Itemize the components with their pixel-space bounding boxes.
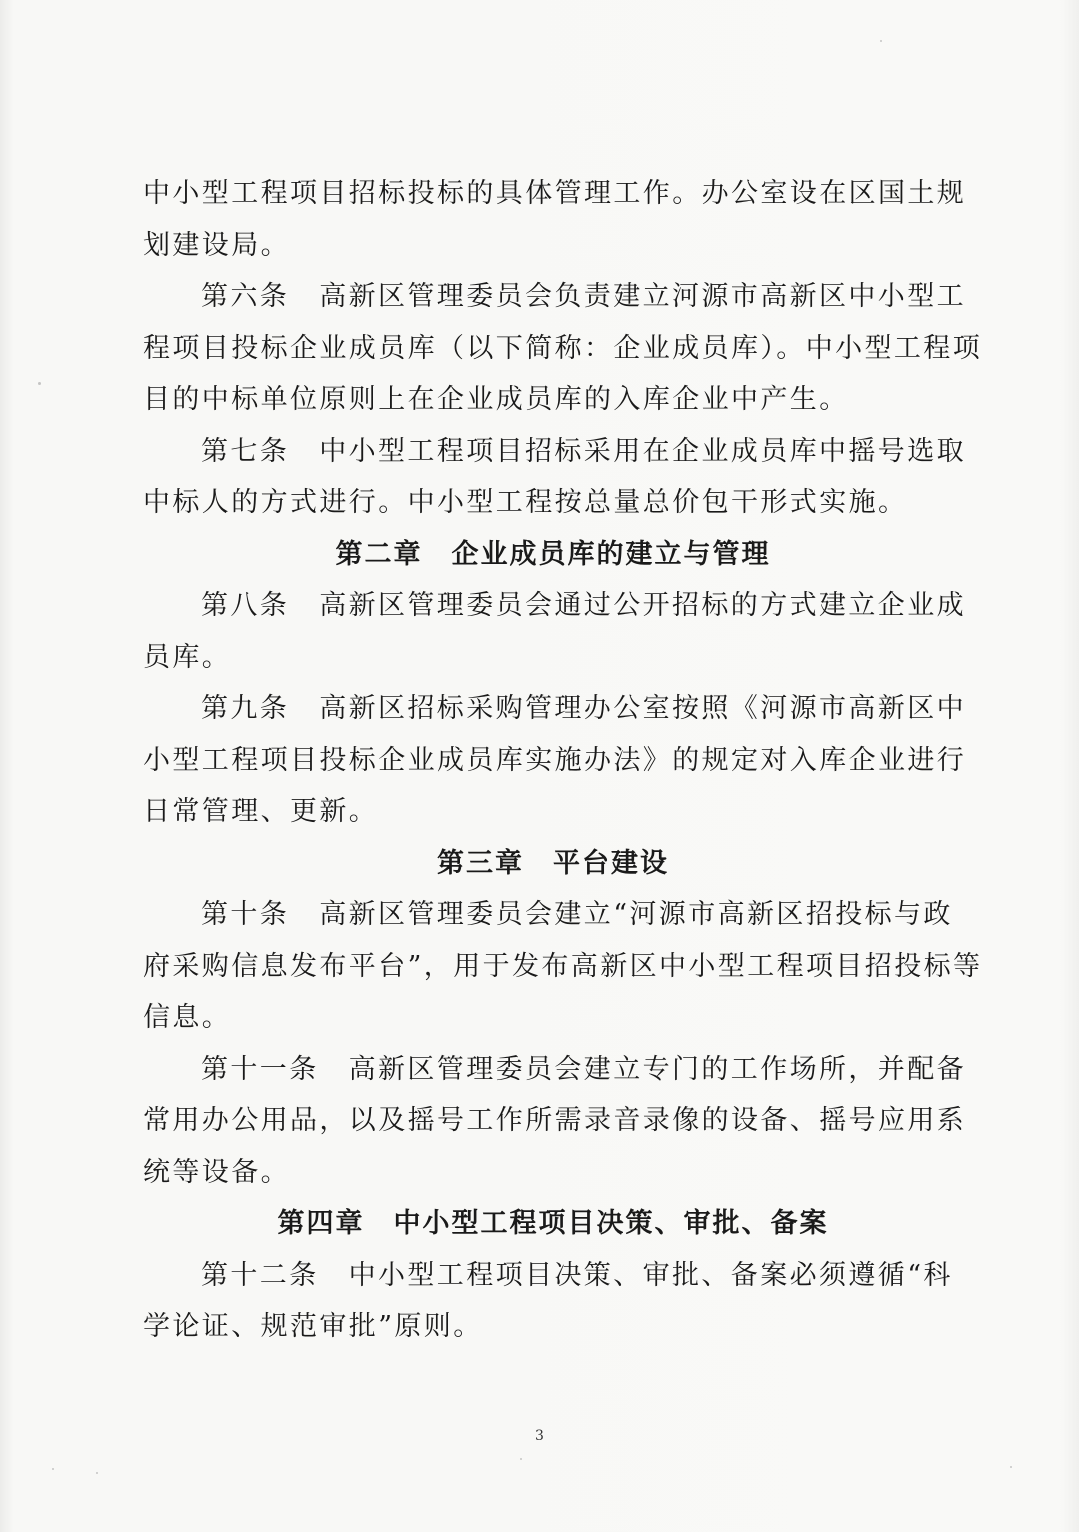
- paragraph-line: 程项目投标企业成员库（以下简称：企业成员库）。中小型工程项: [143, 332, 983, 364]
- scan-speck: [880, 40, 882, 42]
- article-text: 高新区管理委员会通过公开招标的方式建立企业成: [319, 590, 967, 621]
- article-8-first-line: [143, 580, 967, 632]
- article-6-first-line: [143, 271, 967, 323]
- paragraph-line: 员库。: [143, 641, 232, 673]
- article-text: 高新区管理委员会建立“河源市高新区招投标与政: [319, 899, 953, 930]
- article-11-first-line: [143, 1044, 967, 1096]
- page-number: 3: [535, 1428, 544, 1444]
- article-9-first-line: [143, 683, 967, 735]
- paragraph-line: 小型工程项目投标企业成员库实施办法》的规定对入库企业进行: [143, 744, 967, 776]
- article-label: 第六条: [201, 281, 290, 312]
- article-label: 第十条: [201, 899, 290, 930]
- scan-speck: [52, 1468, 54, 1470]
- article-label: 第八条: [201, 590, 290, 621]
- scan-speck: [1010, 1466, 1012, 1468]
- paragraph-line: 划建设局。: [143, 229, 290, 261]
- article-text: 高新区管理委员会建立专门的工作场所，并配备: [348, 1053, 967, 1085]
- article-7-first-line: [143, 426, 967, 478]
- paragraph-line: 日常管理、更新。: [143, 796, 379, 827]
- article-text: 高新区招标采购管理办公室按照《河源市高新区中: [319, 693, 967, 724]
- paragraph-line: 信息。: [143, 1002, 232, 1033]
- chapter-2-heading: 第二章 企业成员库的建立与管理: [335, 538, 771, 570]
- paragraph-line: 统等设备。: [143, 1156, 290, 1188]
- paragraph-line: 目的中标单位原则上在企业成员库的入库企业中产生。: [143, 384, 849, 415]
- paragraph-line: 中小型工程项目招标投标的具体管理工作。办公室设在区国土规: [143, 178, 967, 209]
- document-body: [143, 168, 983, 1353]
- article-label: 第七条: [201, 435, 290, 467]
- article-text: 中小型工程项目招标采用在企业成员库中摇号选取: [319, 435, 967, 467]
- article-10-first-line: [143, 889, 963, 941]
- chapter-3-heading: 第三章 平台建设: [437, 847, 669, 879]
- paragraph-line: 常用办公用品，以及摇号工作所需录音录像的设备、摇号应用系: [143, 1105, 967, 1136]
- article-label: 第九条: [201, 693, 290, 724]
- paragraph-line: 中标人的方式进行。中小型工程按总量总价包干形式实施。: [143, 487, 908, 518]
- article-12-first-line: [143, 1250, 963, 1302]
- scan-speck: [38, 382, 41, 385]
- scan-speck: [96, 1472, 98, 1474]
- article-label: 第十二条: [201, 1259, 319, 1291]
- article-label: 第十一条: [201, 1053, 319, 1085]
- scan-speck: [520, 1458, 522, 1460]
- article-text: 中小型工程项目决策、审批、备案必须遵循“科: [348, 1259, 953, 1291]
- paragraph-line: 学论证、规范审批”原则。: [143, 1311, 483, 1342]
- chapter-4-heading: 第四章 中小型工程项目决策、审批、备案: [277, 1208, 829, 1239]
- paragraph-line: 府采购信息发布平台”，用于发布高新区中小型工程项目招投标等: [143, 950, 983, 982]
- article-text: 高新区管理委员会负责建立河源市高新区中小型工: [319, 281, 967, 312]
